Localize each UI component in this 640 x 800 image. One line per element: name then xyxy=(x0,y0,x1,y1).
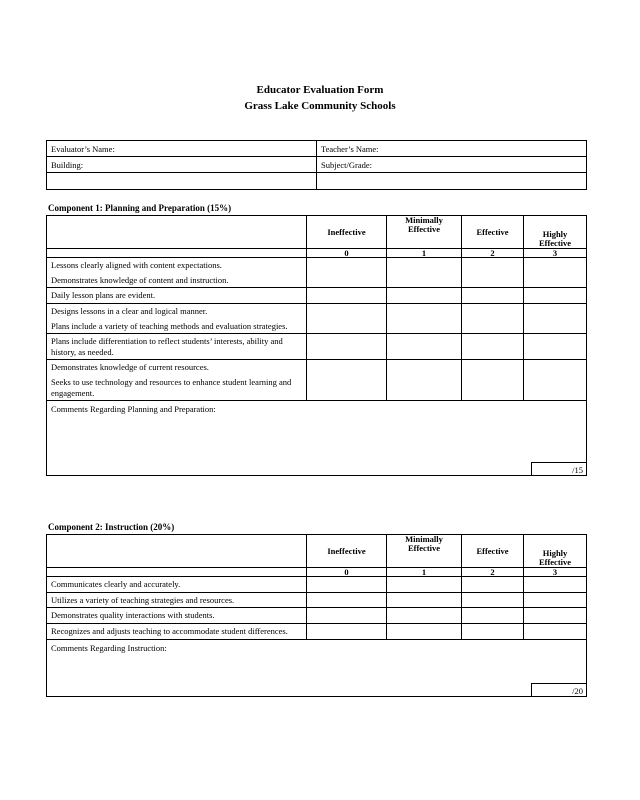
ineffective-header: Ineffective xyxy=(307,216,387,249)
criterion-text: Demonstrates knowledge of current resources. xyxy=(51,362,209,373)
rating-cell-1[interactable] xyxy=(387,623,462,639)
scale-0: 0 xyxy=(307,249,387,258)
planning-comments-field[interactable] xyxy=(47,401,587,476)
criteria-header xyxy=(47,535,307,568)
rating-cell-0[interactable] xyxy=(307,258,387,288)
rating-cell-3[interactable] xyxy=(524,592,587,608)
subject-grade-field[interactable]: Subject/Grade: xyxy=(317,157,587,173)
comments-label: Comments Regarding Instruction: xyxy=(51,642,167,653)
rating-cell-2[interactable] xyxy=(462,608,524,624)
rating-cell-3[interactable] xyxy=(524,360,587,401)
criterion-cell xyxy=(47,623,307,639)
criterion-cell xyxy=(47,360,307,401)
component2-heading: Component 2: Instruction (20%) xyxy=(48,522,175,532)
rating-cell-2[interactable] xyxy=(462,623,524,639)
rating-cell-0[interactable] xyxy=(307,288,387,304)
table-row xyxy=(47,258,587,288)
rating-cell-1[interactable] xyxy=(387,288,462,304)
component1-table xyxy=(46,215,587,476)
rating-cell-3[interactable] xyxy=(524,334,587,360)
criterion-text: Recognizes and adjusts teaching to accommodate student differences. xyxy=(51,625,288,636)
rating-cell-3[interactable] xyxy=(524,623,587,639)
criterion-text: Plans include differentiation to reflect students’ interests, ability and history, as needed. xyxy=(51,336,283,357)
scale-3: 3 xyxy=(524,568,587,577)
rating-cell-0[interactable] xyxy=(307,303,387,333)
table-row xyxy=(47,623,587,639)
effective-header: Effective xyxy=(462,216,524,249)
rating-cell-3[interactable] xyxy=(524,303,587,333)
rating-cell-2[interactable] xyxy=(462,360,524,401)
criterion-text: Utilizes a variety of teaching strategies and resources. xyxy=(51,594,235,605)
rating-cell-2[interactable] xyxy=(462,258,524,288)
planning-score-box[interactable]: /15 xyxy=(531,462,587,476)
teacher-name-field[interactable]: Teacher’s Name: xyxy=(317,141,587,157)
comments-label: Comments Regarding Planning and Preparation: xyxy=(51,404,216,415)
criterion-text: Communicates clearly and accurately. xyxy=(51,579,181,589)
scale-0: 0 xyxy=(307,568,387,577)
minimally-effective-header: Minimally Effective xyxy=(387,535,462,568)
component2-table xyxy=(46,534,587,697)
teacher-info-table xyxy=(46,140,587,190)
scale-blank xyxy=(47,568,307,577)
rating-cell-2[interactable] xyxy=(462,288,524,304)
scale-2: 2 xyxy=(462,249,524,258)
criterion-cell xyxy=(47,288,307,304)
table-row xyxy=(47,360,587,401)
effective-header: Effective xyxy=(462,535,524,568)
criterion-cell xyxy=(47,608,307,624)
criterion-text: Lessons clearly aligned with content expectations. xyxy=(51,260,222,270)
rating-cell-0[interactable] xyxy=(307,577,387,593)
component1-heading: Component 1: Planning and Preparation (15%) xyxy=(48,203,232,213)
blank-field-left[interactable] xyxy=(47,173,317,190)
rating-cell-0[interactable] xyxy=(307,334,387,360)
criterion-text: Daily lesson plans are evident. xyxy=(51,290,156,301)
criterion-cell xyxy=(47,592,307,608)
scale-1: 1 xyxy=(387,568,462,577)
criterion-cell xyxy=(47,258,307,288)
rating-cell-3[interactable] xyxy=(524,577,587,593)
rating-cell-1[interactable] xyxy=(387,258,462,288)
criterion-cell xyxy=(47,303,307,333)
rating-cell-2[interactable] xyxy=(462,334,524,360)
rating-cell-2[interactable] xyxy=(462,303,524,333)
rating-cell-0[interactable] xyxy=(307,592,387,608)
table-row xyxy=(47,577,587,593)
blank-field-right[interactable] xyxy=(317,173,587,190)
table-row xyxy=(47,334,587,360)
table-row xyxy=(47,592,587,608)
criterion-cell xyxy=(47,577,307,593)
evaluator-name-field[interactable]: Evaluator’s Name: xyxy=(47,141,317,157)
highly-effective-header: Highly Effective xyxy=(524,216,587,249)
instruction-comments-field[interactable] xyxy=(47,639,587,696)
rating-cell-0[interactable] xyxy=(307,623,387,639)
minimally-effective-header: Minimally Effective xyxy=(387,216,462,249)
criterion-cell xyxy=(47,334,307,360)
scale-1: 1 xyxy=(387,249,462,258)
instruction-score-box[interactable]: /20 xyxy=(531,683,587,697)
criterion-text: Demonstrates quality interactions with students. xyxy=(51,610,215,621)
rating-cell-1[interactable] xyxy=(387,360,462,401)
rating-cell-3[interactable] xyxy=(524,258,587,288)
scale-2: 2 xyxy=(462,568,524,577)
table-row xyxy=(47,608,587,624)
form-title: Educator Evaluation Form xyxy=(256,84,384,96)
scale-3: 3 xyxy=(524,249,587,258)
rating-cell-1[interactable] xyxy=(387,592,462,608)
ineffective-header: Ineffective xyxy=(307,535,387,568)
table-row xyxy=(47,288,587,304)
criterion-text: Seeks to use technology and resources to enhance student learning and engagement. xyxy=(51,377,292,398)
rating-cell-2[interactable] xyxy=(462,592,524,608)
rating-cell-1[interactable] xyxy=(387,303,462,333)
school-name: Grass Lake Community Schools xyxy=(244,100,396,112)
scale-blank xyxy=(47,249,307,258)
rating-cell-3[interactable] xyxy=(524,608,587,624)
rating-cell-2[interactable] xyxy=(462,577,524,593)
criterion-text: Designs lessons in a clear and logical manner. xyxy=(51,305,208,316)
rating-cell-1[interactable] xyxy=(387,577,462,593)
criterion-text: Plans include a variety of teaching methods and evaluation strategies. xyxy=(51,320,288,331)
rating-cell-1[interactable] xyxy=(387,334,462,360)
rating-cell-0[interactable] xyxy=(307,360,387,401)
rating-cell-1[interactable] xyxy=(387,608,462,624)
criterion-text: Demonstrates knowledge of content and instruction. xyxy=(51,274,229,285)
rating-cell-0[interactable] xyxy=(307,608,387,624)
highly-effective-header: Highly Effective xyxy=(524,535,587,568)
criteria-header xyxy=(47,216,307,249)
table-row xyxy=(47,303,587,333)
rating-cell-3[interactable] xyxy=(524,288,587,304)
building-field[interactable]: Building: xyxy=(47,157,317,173)
